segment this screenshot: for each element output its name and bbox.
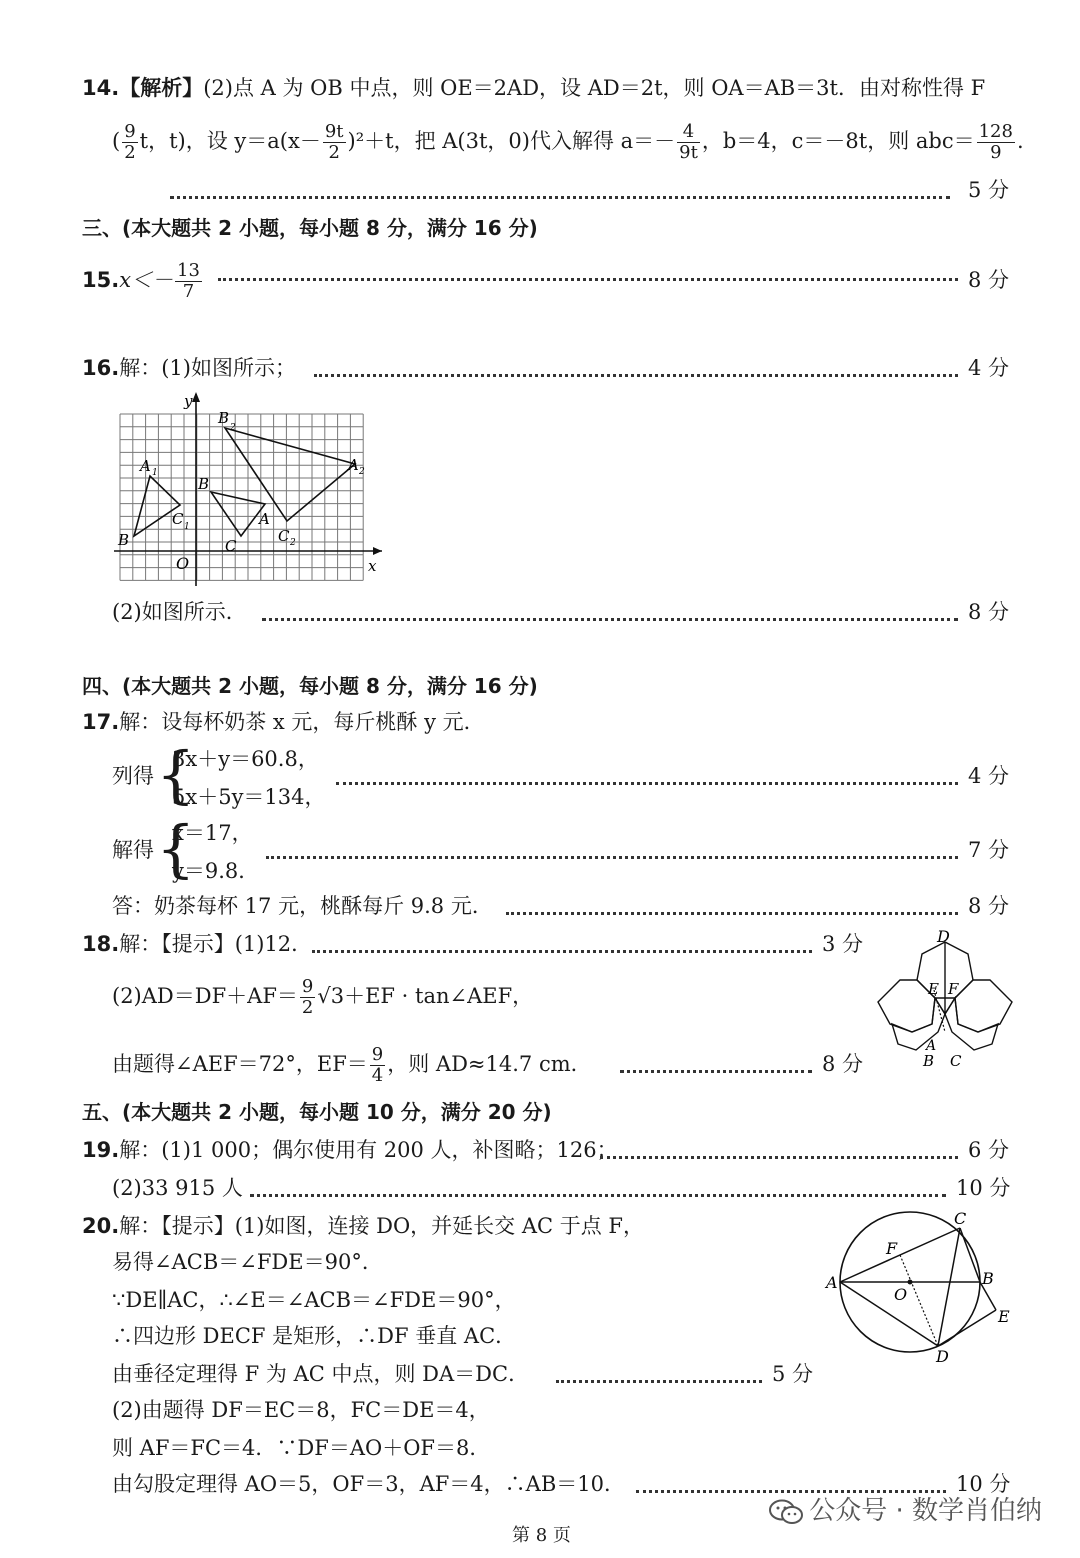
q18-label-b: B — [923, 1052, 935, 1070]
q18-label-f: F — [948, 980, 959, 998]
q17-eq1: 3x＋y＝60.8， — [172, 747, 319, 771]
q14-number: 14. — [82, 76, 120, 100]
q18-text3a: 由题得∠AEF＝72°，EF＝ — [112, 1052, 368, 1076]
sub-c1: 1 — [184, 522, 190, 532]
q18-line1 — [82, 930, 312, 958]
q20-line1 — [82, 1212, 644, 1240]
q14-frac1: $\frac{9}{2}$ — [124, 121, 136, 163]
q16-grid-figure — [110, 388, 390, 588]
q14-tag: 【解析】 — [119, 76, 204, 100]
q18-text1: 解：【提示】(1)12． — [119, 932, 313, 956]
label-a: A — [259, 510, 270, 528]
label-c: C — [225, 537, 237, 555]
q14-frac4: $\frac{128}{9}$ — [978, 121, 1013, 163]
sub-c2: 2 — [290, 538, 296, 548]
q20-label-f: F — [886, 1239, 898, 1258]
q16-dots2 — [262, 598, 958, 626]
q17-number: 17. — [82, 710, 120, 734]
q19-number: 19. — [82, 1138, 120, 1162]
q18-text2a: (2)AD＝DF＋AF＝ — [112, 984, 298, 1008]
q19-line2: (2)33 915 人 — [112, 1176, 243, 1200]
sub-b2: 2 — [230, 423, 236, 433]
q17-dots2 — [266, 836, 958, 864]
q14-period: . — [1016, 129, 1024, 153]
q20-line6: (2)由题得 DF＝EC＝8，FC＝DE＝4， — [112, 1398, 490, 1422]
q15-number: 15. — [82, 268, 120, 292]
q20-text1: 解：【提示】(1)如图，连接 DO，并延长交 AC 于点 F， — [119, 1214, 645, 1238]
q20-number: 20. — [82, 1214, 120, 1238]
q18-label-e: E — [928, 980, 939, 998]
q20-label-e: E — [998, 1307, 1010, 1326]
section-4-title: 四、(本大题共 2 小题，每小题 8 分，满分 16 分) — [82, 674, 538, 698]
q18-dots2 — [620, 1050, 812, 1078]
q14-frac3: $\frac{4}{9t}$ — [679, 121, 698, 163]
q16-dots1 — [314, 354, 958, 382]
q14-score: 5 分 — [968, 178, 1010, 202]
q16-line1 — [82, 354, 296, 382]
q20-line2: 易得∠ACB＝∠FDE＝90°． — [112, 1250, 383, 1274]
q17-score3: 8 分 — [968, 894, 1010, 918]
q14-text3: )²＋t，把 A(3t，0)代入解得 a＝－ — [347, 129, 676, 153]
q17-sol2: y＝9.8． — [172, 859, 260, 883]
q20-label-c: C — [954, 1209, 967, 1228]
origin-label: O — [176, 554, 190, 573]
wechat-icon — [769, 1499, 803, 1525]
section-3-title: 三、(本大题共 2 小题，每小题 8 分，满分 16 分) — [82, 216, 538, 240]
q17-sol1: x＝17， — [172, 821, 253, 845]
q18-label-a: A — [926, 1038, 937, 1054]
q19-text1: 解：(1)1 000；偶尔使用有 200 人，补图略；126； — [119, 1138, 618, 1162]
q20-line4: ∴四边形 DECF 是矩形，∴DF 垂直 AC． — [112, 1324, 517, 1348]
q20-line7: 则 AF＝FC＝4．∵DF＝AO＋OF＝8． — [112, 1436, 491, 1460]
q17-lie: 列得 — [112, 764, 154, 788]
q14-text1: (2)点 A 为 OB 中点，则 OE＝2AD，设 AD＝2t，则 OA＝AB＝3t．由对称性得 F — [203, 76, 986, 100]
q20-score1: 5 分 — [772, 1362, 814, 1386]
q20-line5: 由垂径定理得 F 为 AC 中点，则 DA＝DC． — [112, 1362, 530, 1386]
q17-text1: 解：设每杯奶茶 x 元，每斤桃酥 y 元． — [119, 710, 485, 734]
q17-dots1 — [336, 762, 958, 790]
label-a2: A — [348, 456, 359, 474]
label-c1: C — [172, 510, 184, 528]
axis-y-label: y — [184, 392, 193, 410]
q19-score2: 10 分 — [956, 1176, 1011, 1200]
q18-label-c: C — [950, 1052, 962, 1070]
q20-score2: 10 分 — [956, 1472, 1011, 1496]
q18-text3b: ，则 AD≈14.7 cm． — [387, 1052, 592, 1076]
q18-text2b: √3＋EF · tan∠AEF， — [317, 984, 534, 1008]
label-b: B — [198, 475, 210, 493]
q18-number: 18. — [82, 932, 120, 956]
q18-score2: 8 分 — [822, 1052, 864, 1076]
q14-text2: t，t)，设 y＝a(x－ — [139, 129, 321, 153]
q17-answer: 答：奶茶每杯 17 元，桃酥每斤 9.8 元． — [112, 894, 493, 918]
q15-score: 8 分 — [968, 268, 1010, 292]
watermark — [769, 1490, 1042, 1527]
q14-line2 — [112, 114, 1024, 168]
q18-line2 — [112, 968, 533, 1024]
q16-line2: (2)如图所示． — [112, 600, 247, 624]
q20-label-a: A — [826, 1273, 838, 1292]
q20-circle-figure — [820, 1204, 1020, 1370]
q20-dots1 — [556, 1360, 762, 1388]
q19-score1: 6 分 — [968, 1138, 1010, 1162]
q15-text: x＜－ — [119, 268, 174, 292]
q17-jie: 解得 — [112, 838, 154, 862]
label-a1: A — [140, 457, 151, 475]
q20-line3: ∵DE∥AC，∴∠E＝∠ACB＝∠FDE＝90°， — [112, 1288, 516, 1312]
q14-paren: ( — [112, 129, 121, 153]
q17-score2: 7 分 — [968, 838, 1010, 862]
q14-text4: ，b＝4，c＝－8t，则 abc＝ — [701, 129, 975, 153]
q16-text1: 解：(1)如图所示； — [119, 356, 296, 380]
q20-line8: 由勾股定理得 AO＝5，OF＝3，AF＝4，∴AB＝10． — [112, 1472, 625, 1496]
q17-dots3 — [506, 892, 958, 920]
label-b2: B — [218, 409, 230, 427]
q18-line3 — [112, 1036, 592, 1092]
q17-brace1: { — [156, 738, 196, 811]
q17-line1 — [82, 708, 485, 736]
q20-label-b: B — [982, 1269, 994, 1288]
sub-a1: 1 — [152, 468, 158, 478]
q17-score1: 4 分 — [968, 764, 1010, 788]
q19-dots1 — [600, 1136, 958, 1164]
q20-label-d: D — [936, 1347, 949, 1366]
q18-dots1 — [312, 930, 812, 958]
page-number: 第 8 页 — [512, 1525, 571, 1546]
q15-frac: $\frac{13}{7}$ — [177, 260, 200, 302]
label-b1: B — [118, 531, 130, 549]
q14-frac2: $\frac{9t}{2}$ — [324, 121, 344, 163]
q19-line1 — [82, 1136, 618, 1164]
q18-frac2: $\frac{9}{4}$ — [371, 1044, 384, 1086]
q17-eq2: 5x＋5y＝134， — [172, 785, 326, 809]
watermark-text: 公众号 · 数学肖伯纳 — [809, 1496, 1042, 1526]
q15-dots — [218, 258, 958, 286]
q16-score2: 8 分 — [968, 600, 1010, 624]
q18-label-d: D — [937, 928, 950, 946]
q19-dots2 — [250, 1174, 946, 1202]
q18-pentagon-figure — [872, 928, 1018, 1080]
sub-a2: 2 — [359, 467, 365, 477]
q18-frac1: $\frac{9}{2}$ — [301, 976, 314, 1018]
label-c2: C — [278, 527, 290, 545]
q16-number: 16. — [82, 356, 120, 380]
q14-line1 — [82, 74, 985, 102]
section-5-title: 五、(本大题共 2 小题，每小题 10 分，满分 20 分) — [82, 1100, 552, 1124]
q16-score1: 4 分 — [968, 356, 1010, 380]
q20-label-o: O — [894, 1285, 908, 1304]
q15-line — [82, 252, 204, 308]
axis-x-label: x — [368, 557, 377, 575]
q18-score1: 3 分 — [822, 932, 864, 956]
q17-brace2: { — [156, 812, 196, 885]
